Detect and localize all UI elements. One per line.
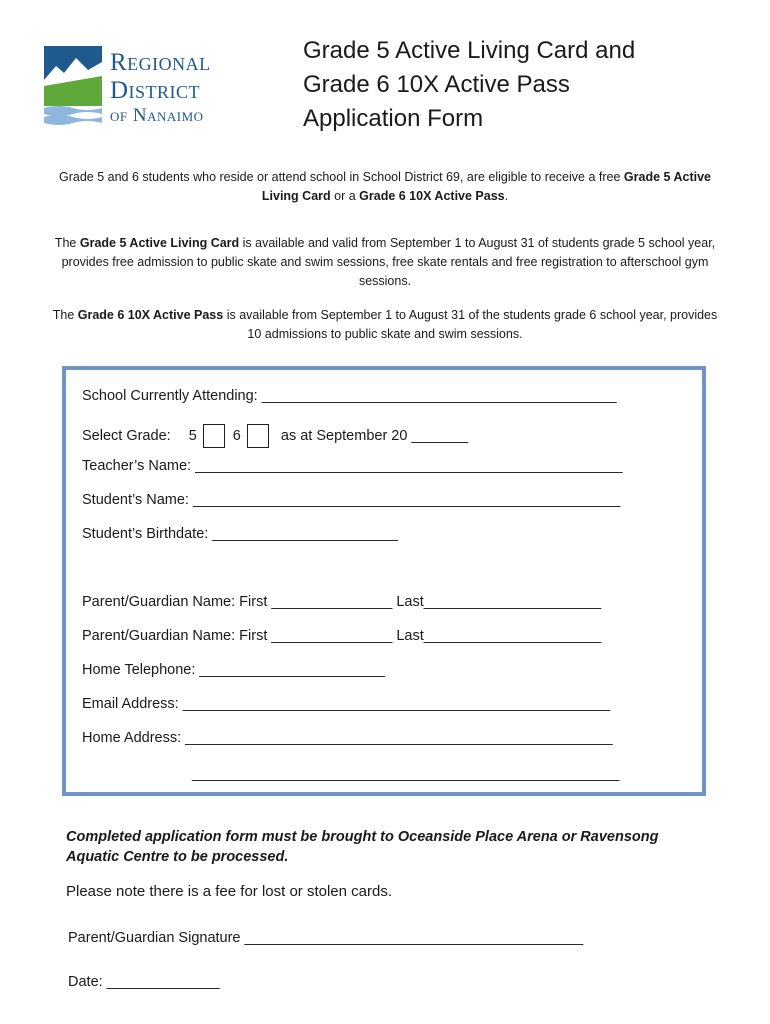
signature-field[interactable]: Parent/Guardian Signature __________________________________________ <box>68 930 584 946</box>
p2-bold-card: Grade 5 Active Living Card <box>79 236 240 250</box>
parent-name-field-2[interactable]: Parent/Guardian Name: First _______________ Last______________________ <box>82 628 602 644</box>
logo-wordmark <box>110 50 211 125</box>
grade-5-label: 5 <box>188 427 197 444</box>
grade-6-label: 6 <box>232 427 241 444</box>
title-line-3: Application Form <box>303 105 484 132</box>
p1-bold-pass: Grade 6 10X Active Pass <box>359 189 505 203</box>
p1-text-c: or a <box>330 189 360 203</box>
teacher-name-field[interactable]: Teacher’s Name: _____________________________________________________ <box>82 458 623 474</box>
submission-note: Completed application form must be brought to Oceanside Place Arena or Ravensong Aquatic Centre to be processed. <box>66 829 659 865</box>
fee-note: Please note there is a fee for lost or stolen cards. <box>66 883 393 900</box>
school-field[interactable]: School Currently Attending: ____________________________________________ <box>82 388 617 404</box>
logo-line-2: District <box>110 77 201 104</box>
p3-text-c: is available from September 1 to August 31 of the students grade 6 school year, provides 10 admissions to public skate and swim sessions. <box>223 308 718 341</box>
title-line-2: Grade 6 10X Active Pass <box>303 71 570 98</box>
mountain-logo-icon <box>44 46 102 128</box>
application-form-box <box>62 366 706 796</box>
p3-bold-pass: Grade 6 10X Active Pass <box>77 308 224 322</box>
home-telephone-field[interactable]: Home Telephone: _______________________ <box>82 662 385 678</box>
parent-name-field-1[interactable]: Parent/Guardian Name: First _______________ Last______________________ <box>82 594 602 610</box>
grade-5-checkbox[interactable] <box>203 424 225 448</box>
p2-text-a: The <box>54 236 80 250</box>
home-address-line-2[interactable]: _____________________________________________________ <box>192 766 620 782</box>
eligibility-paragraph <box>52 168 718 206</box>
p1-bold-card: Grade 5 Active Living Card <box>261 170 711 203</box>
title-line-1: Grade 5 Active Living Card and <box>303 37 636 64</box>
grade-select-row <box>82 424 468 448</box>
student-birthdate-field[interactable]: Student’s Birthdate: _______________________ <box>82 526 398 542</box>
logo-line-3: of Nanaimo <box>110 105 204 126</box>
logo-line-1: Regional <box>110 49 211 76</box>
p1-text-a: Grade 5 and 6 students who reside or attend school in School District 69, are eligible to receive a free <box>59 170 624 184</box>
home-address-field[interactable]: Home Address: _____________________________________________________ <box>82 730 613 746</box>
card-paragraph <box>52 234 718 291</box>
date-field[interactable]: Date: ______________ <box>68 974 220 990</box>
p2-text-c: is available and valid from September 1 to August 31 of students grade 5 school year, provides free admission to public skate and swim sessions, free skate rentals and free registration to afterschool gym sessions. <box>61 236 716 288</box>
grade-6-checkbox[interactable] <box>247 424 269 448</box>
email-address-field[interactable]: Email Address: _____________________________________________________ <box>82 696 611 712</box>
form-title <box>303 34 743 136</box>
student-name-field[interactable]: Student’s Name: _____________________________________________________ <box>82 492 621 508</box>
grade-date-suffix[interactable]: as at September 20 _______ <box>280 427 468 444</box>
p3-text-a: The <box>52 308 78 322</box>
pass-paragraph <box>52 306 718 344</box>
grade-label: Select Grade: <box>82 427 171 444</box>
rdn-logo <box>44 46 244 130</box>
p1-text-e: . <box>504 189 509 203</box>
